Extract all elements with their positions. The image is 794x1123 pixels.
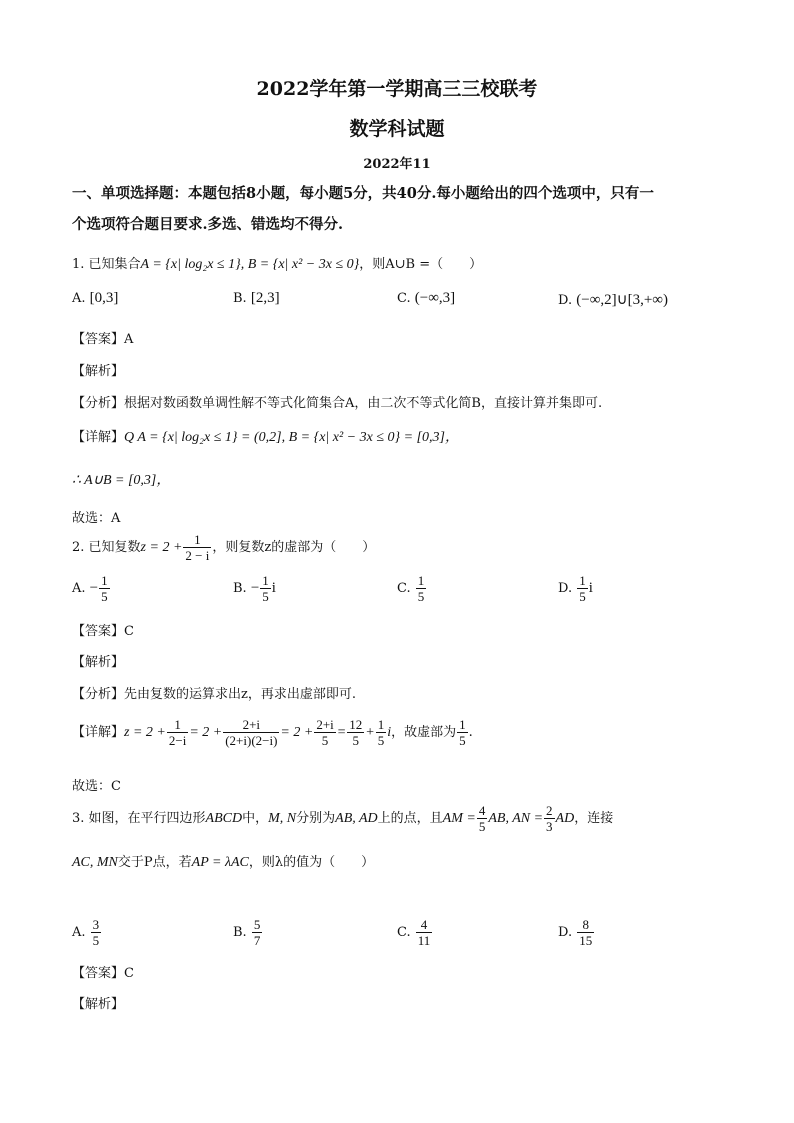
q3-text: ，则λ的值为（ ） — [248, 855, 375, 870]
frac-num: 4 — [416, 917, 433, 933]
frac-num: 1 — [459, 717, 466, 732]
q3-text: 交于P点，若 — [117, 855, 192, 870]
q2-option-c — [397, 573, 427, 604]
frac-num: 1 — [377, 717, 385, 732]
frac-den: 5 — [478, 819, 486, 834]
q3-frac-1 — [477, 803, 488, 834]
q1-set-b: , B = {x| x² − 3x ≤ 0} — [240, 257, 360, 272]
frac-den: 15 — [579, 933, 593, 948]
frac-den: 5 — [377, 733, 385, 748]
frac-den: (2+i)(2−i) — [225, 733, 278, 748]
detail-tag: 【详解】 — [72, 725, 125, 740]
q3-text: 上的点，且 — [377, 811, 443, 826]
q2-stem-z: z = 2 + — [140, 540, 183, 555]
q1-option-b — [233, 290, 280, 307]
q3-ab-an: AB, AN = — [488, 811, 544, 826]
detail-z: z = 2 + — [124, 725, 166, 740]
q3-frac-2 — [544, 803, 555, 834]
detail-tail: ，故虚部为 — [391, 725, 457, 740]
frac-num: 8 — [577, 917, 594, 933]
q2-option-b — [233, 573, 276, 604]
q2-stem-fraction — [183, 532, 211, 563]
option-fraction — [416, 917, 433, 948]
q1-option-c — [397, 290, 455, 307]
frac-num: 2+i — [223, 717, 279, 733]
option-label: B. — [233, 925, 247, 940]
option-label: C. — [397, 581, 411, 596]
q1-answer: 【答案】A — [72, 332, 134, 347]
q3-option-a — [72, 917, 102, 948]
q3-ap: AP = λAC — [191, 855, 249, 870]
q3-option-d — [558, 917, 595, 948]
q1-stem — [72, 253, 482, 273]
frac-den: 7 — [253, 933, 261, 948]
option-pre: − — [250, 580, 260, 596]
option-label: A. — [72, 581, 86, 596]
frac-num: 12 — [349, 717, 363, 732]
detail-part: + — [365, 725, 375, 740]
option-value: [2,3] — [250, 290, 280, 306]
option-fraction — [99, 573, 110, 604]
frac-num: 1 — [167, 717, 188, 733]
option-fraction — [252, 917, 263, 948]
frac-num: 1 — [579, 573, 586, 588]
q2-option-d — [558, 573, 593, 604]
option-fraction — [577, 917, 594, 948]
q3-am: AM = — [442, 811, 476, 826]
q3-mn: M, N — [268, 811, 297, 826]
q3-option-c — [397, 917, 433, 948]
detail-frac-3 — [314, 717, 335, 748]
subject-title: 数学科试题 — [349, 118, 445, 140]
frac-num: 1 — [262, 573, 269, 588]
q2-stem-suffix: ，则复数z的虚部为（ ） — [212, 540, 376, 555]
q1-jiexi: 【解析】 — [72, 364, 125, 379]
q1-stem-suffix: ，则A∪B =（ ） — [359, 257, 483, 272]
option-label: C. — [397, 925, 411, 940]
q2-analysis: 【分析】先由复数的运算求出z，再求出虚部即可. — [72, 687, 356, 702]
option-label: D. — [558, 581, 573, 596]
frac-num: 1 — [417, 573, 425, 588]
q3-jiexi: 【解析】 — [72, 997, 125, 1012]
q2-jiexi: 【解析】 — [72, 655, 125, 670]
option-value: [0,3] — [89, 290, 119, 306]
option-label: D. — [558, 293, 573, 308]
frac-num: 2 — [546, 803, 553, 818]
detail-end: . — [468, 725, 473, 740]
q2-stem-prefix: 2. 已知复数 — [72, 540, 141, 555]
section-heading-line2: 个选项符合题目要求.多选、错选均不得分. — [72, 216, 344, 233]
q1-detail-math: Q A = {x| log₂x ≤ 1} = (0,2], B = {x| x² − 3x ≤ 0} = [0,3]， — [124, 430, 459, 445]
detail-tag: 【详解】 — [72, 430, 125, 445]
frac-den: 5 — [417, 589, 425, 604]
detail-frac-5 — [376, 717, 387, 748]
q3-text: ，连接 — [574, 811, 614, 826]
q2-stem — [72, 532, 375, 563]
q2-detail — [72, 717, 473, 748]
detail-part: = 2 + — [189, 725, 223, 740]
q1-detail-line2: ∴ A∪B = [0,3]， — [72, 473, 171, 488]
option-value: (−∞,2]∪[3,+∞) — [576, 292, 668, 308]
frac-den: 5 — [101, 589, 108, 604]
detail-part: = 2 + — [280, 725, 314, 740]
option-value: (−∞,3] — [414, 290, 456, 306]
option-post: i — [271, 580, 276, 596]
q3-ad: AD — [555, 811, 575, 826]
frac-den: 2−i — [168, 733, 187, 748]
detail-frac-4 — [347, 717, 364, 748]
frac-den: 5 — [579, 589, 586, 604]
detail-part: i — [387, 725, 392, 740]
frac-den: 5 — [262, 589, 269, 604]
option-fraction — [577, 573, 588, 604]
frac-num: 4 — [478, 803, 486, 818]
q3-abcd: ABCD — [205, 811, 243, 826]
option-label: B. — [233, 581, 247, 596]
option-fraction — [416, 573, 427, 604]
frac-den: 5 — [352, 733, 359, 748]
option-label: A. — [72, 291, 86, 306]
option-fraction — [91, 917, 102, 948]
frac-den: 11 — [417, 933, 431, 948]
frac-den: 5 — [459, 733, 466, 748]
q3-stem-line2 — [72, 851, 374, 871]
option-label: C. — [397, 291, 411, 306]
frac-num: 1 — [101, 573, 108, 588]
option-post: i — [588, 580, 593, 596]
frac-den: 3 — [546, 819, 553, 834]
detail-frac-1 — [167, 717, 188, 748]
exam-title: 2022学年第一学期高三三校联考 — [256, 78, 538, 100]
q3-stem-prefix: 3. 如图，在平行四边形 — [72, 811, 206, 826]
q2-option-a — [72, 573, 111, 604]
frac-num: 5 — [253, 917, 261, 932]
q3-abad: AB, AD — [335, 811, 378, 826]
q1-analysis: 【分析】根据对数函数单调性解不等式化简集合A，由二次不等式化简B，直接计算并集即可. — [72, 396, 603, 411]
q1-choose: 故选：A — [72, 511, 121, 526]
exam-date: 2022年11 — [363, 157, 431, 172]
detail-frac-6 — [457, 717, 468, 748]
q3-stem-line1 — [72, 803, 613, 834]
q3-ac-mn: AC, MN — [72, 855, 118, 870]
q1-detail — [72, 426, 459, 446]
q1-option-a — [72, 290, 118, 307]
option-label: D. — [558, 925, 573, 940]
q3-option-b — [233, 917, 263, 948]
frac-num: 3 — [92, 917, 100, 932]
option-label: A. — [72, 925, 86, 940]
frac-den: 2 − i — [185, 548, 210, 563]
frac-num: 1 — [183, 532, 211, 548]
frac-num: 2+i — [316, 717, 334, 732]
q3-text: 中， — [242, 811, 269, 826]
detail-frac-2 — [223, 717, 279, 748]
q1-set-a: A = {x| log₂x ≤ 1} — [140, 257, 241, 272]
q3-text: 分别为 — [296, 811, 336, 826]
q2-answer: 【答案】C — [72, 624, 134, 639]
option-fraction — [260, 573, 271, 604]
frac-den: 5 — [92, 933, 100, 948]
section-heading-line1: 一、单项选择题：本题包括8小题，每小题5分，共40分.每小题给出的四个选项中，只有一 — [72, 185, 654, 202]
frac-den: 5 — [321, 733, 329, 748]
detail-part: = — [336, 725, 347, 740]
option-pre: − — [89, 580, 99, 596]
option-label: B. — [233, 291, 247, 306]
q1-stem-prefix: 1. 已知集合 — [72, 257, 141, 272]
q2-choose: 故选：C — [72, 779, 121, 794]
q1-option-d — [558, 290, 668, 309]
q3-answer: 【答案】C — [72, 966, 134, 981]
